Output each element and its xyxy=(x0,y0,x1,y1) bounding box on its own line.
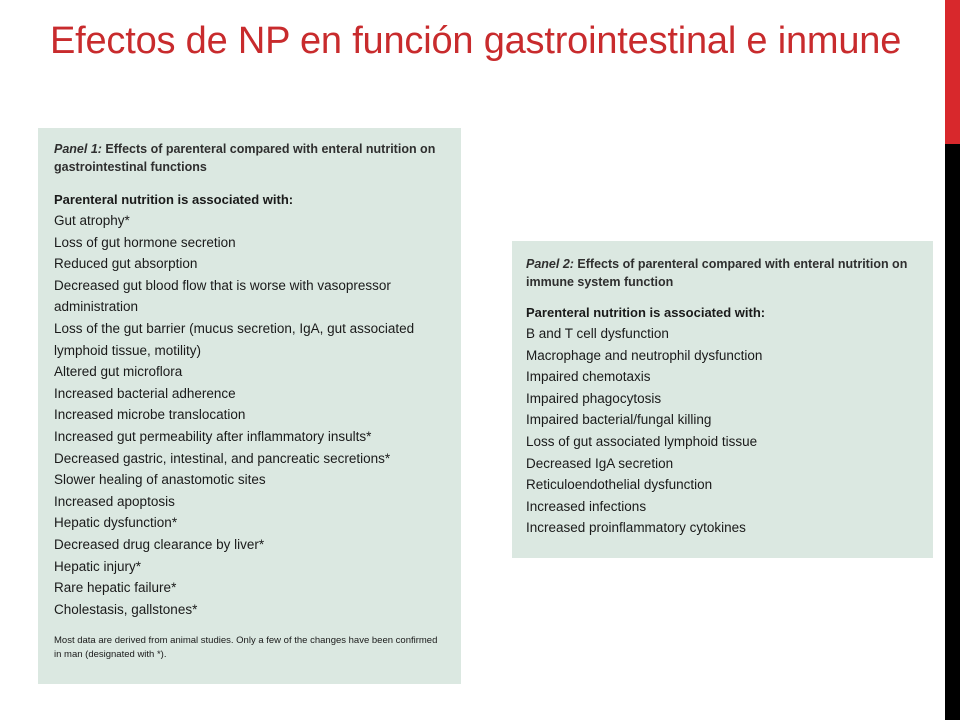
list-item: Increased bacterial adherence xyxy=(54,385,236,401)
panel-2-label: Panel 2: xyxy=(526,257,574,271)
panel-immune xyxy=(512,241,933,558)
list-item: Macrophage and neutrophil dysfunction xyxy=(526,347,763,363)
slide-title: Efectos de NP en función gastrointestinal e inmune xyxy=(50,20,902,62)
list-item: Hepatic injury* xyxy=(54,558,142,574)
panel-1-heading-text: Effects of parenteral compared with enteral nutrition on gastrointestinal functions xyxy=(54,142,436,174)
panel-1-heading xyxy=(54,140,445,176)
panel-2-heading-text: Effects of parenteral compared with enteral nutrition on immune system function xyxy=(526,257,908,289)
list-item: Slower healing of anastomotic sites xyxy=(54,472,266,488)
list-item: Gut atrophy* xyxy=(54,213,130,228)
list-item: Decreased gastric, intestinal, and pancreatic secretions* xyxy=(54,450,391,466)
panel-gastrointestinal xyxy=(38,128,461,684)
list-item: Impaired phagocytosis xyxy=(526,390,662,406)
list-item: Impaired bacterial/fungal killing xyxy=(526,412,712,428)
list-item: Loss of gut associated lymphoid tissue xyxy=(526,433,758,449)
list-item: Cholestasis, gallstones* xyxy=(54,601,198,617)
list-item: Altered gut microflora xyxy=(54,364,183,380)
panel-1-subheading: Parenteral nutrition is associated with: xyxy=(54,192,294,207)
list-item: Decreased gut blood flow that is worse with vasopressor administration xyxy=(54,277,391,315)
panel-2-subheading: Parenteral nutrition is associated with: xyxy=(526,305,766,320)
list-item: Rare hepatic failure* xyxy=(54,580,177,596)
panel-1-items xyxy=(54,210,445,620)
list-item: Loss of the gut barrier (mucus secretion, IgA, gut associated lymphoid tissue, motility) xyxy=(54,320,415,358)
list-item: Increased microbe translocation xyxy=(54,407,246,423)
accent-bar-red xyxy=(945,0,960,144)
list-item: Increased gut permeability after inflammatory insults* xyxy=(54,428,372,444)
panel-2-items xyxy=(526,323,919,539)
list-item: Reduced gut absorption xyxy=(54,256,198,272)
panel-2-heading xyxy=(526,255,919,291)
list-item: Increased apoptosis xyxy=(54,493,175,509)
list-item: Increased infections xyxy=(526,498,647,514)
list-item: B and T cell dysfunction xyxy=(526,326,669,341)
list-item: Decreased IgA secretion xyxy=(526,455,674,471)
accent-bar-black xyxy=(945,144,960,720)
list-item: Increased proinflammatory cytokines xyxy=(526,520,746,536)
panel-1-label: Panel 1: xyxy=(54,142,102,156)
list-item: Hepatic dysfunction* xyxy=(54,515,178,531)
list-item: Decreased drug clearance by liver* xyxy=(54,536,265,552)
panel-1-footnote: Most data are derived from animal studies. Only a few of the changes have been confirmed in man (designated with *). xyxy=(54,635,438,661)
list-item: Loss of gut hormone secretion xyxy=(54,234,236,250)
list-item: Reticuloendothelial dysfunction xyxy=(526,477,713,493)
list-item: Impaired chemotaxis xyxy=(526,369,651,385)
